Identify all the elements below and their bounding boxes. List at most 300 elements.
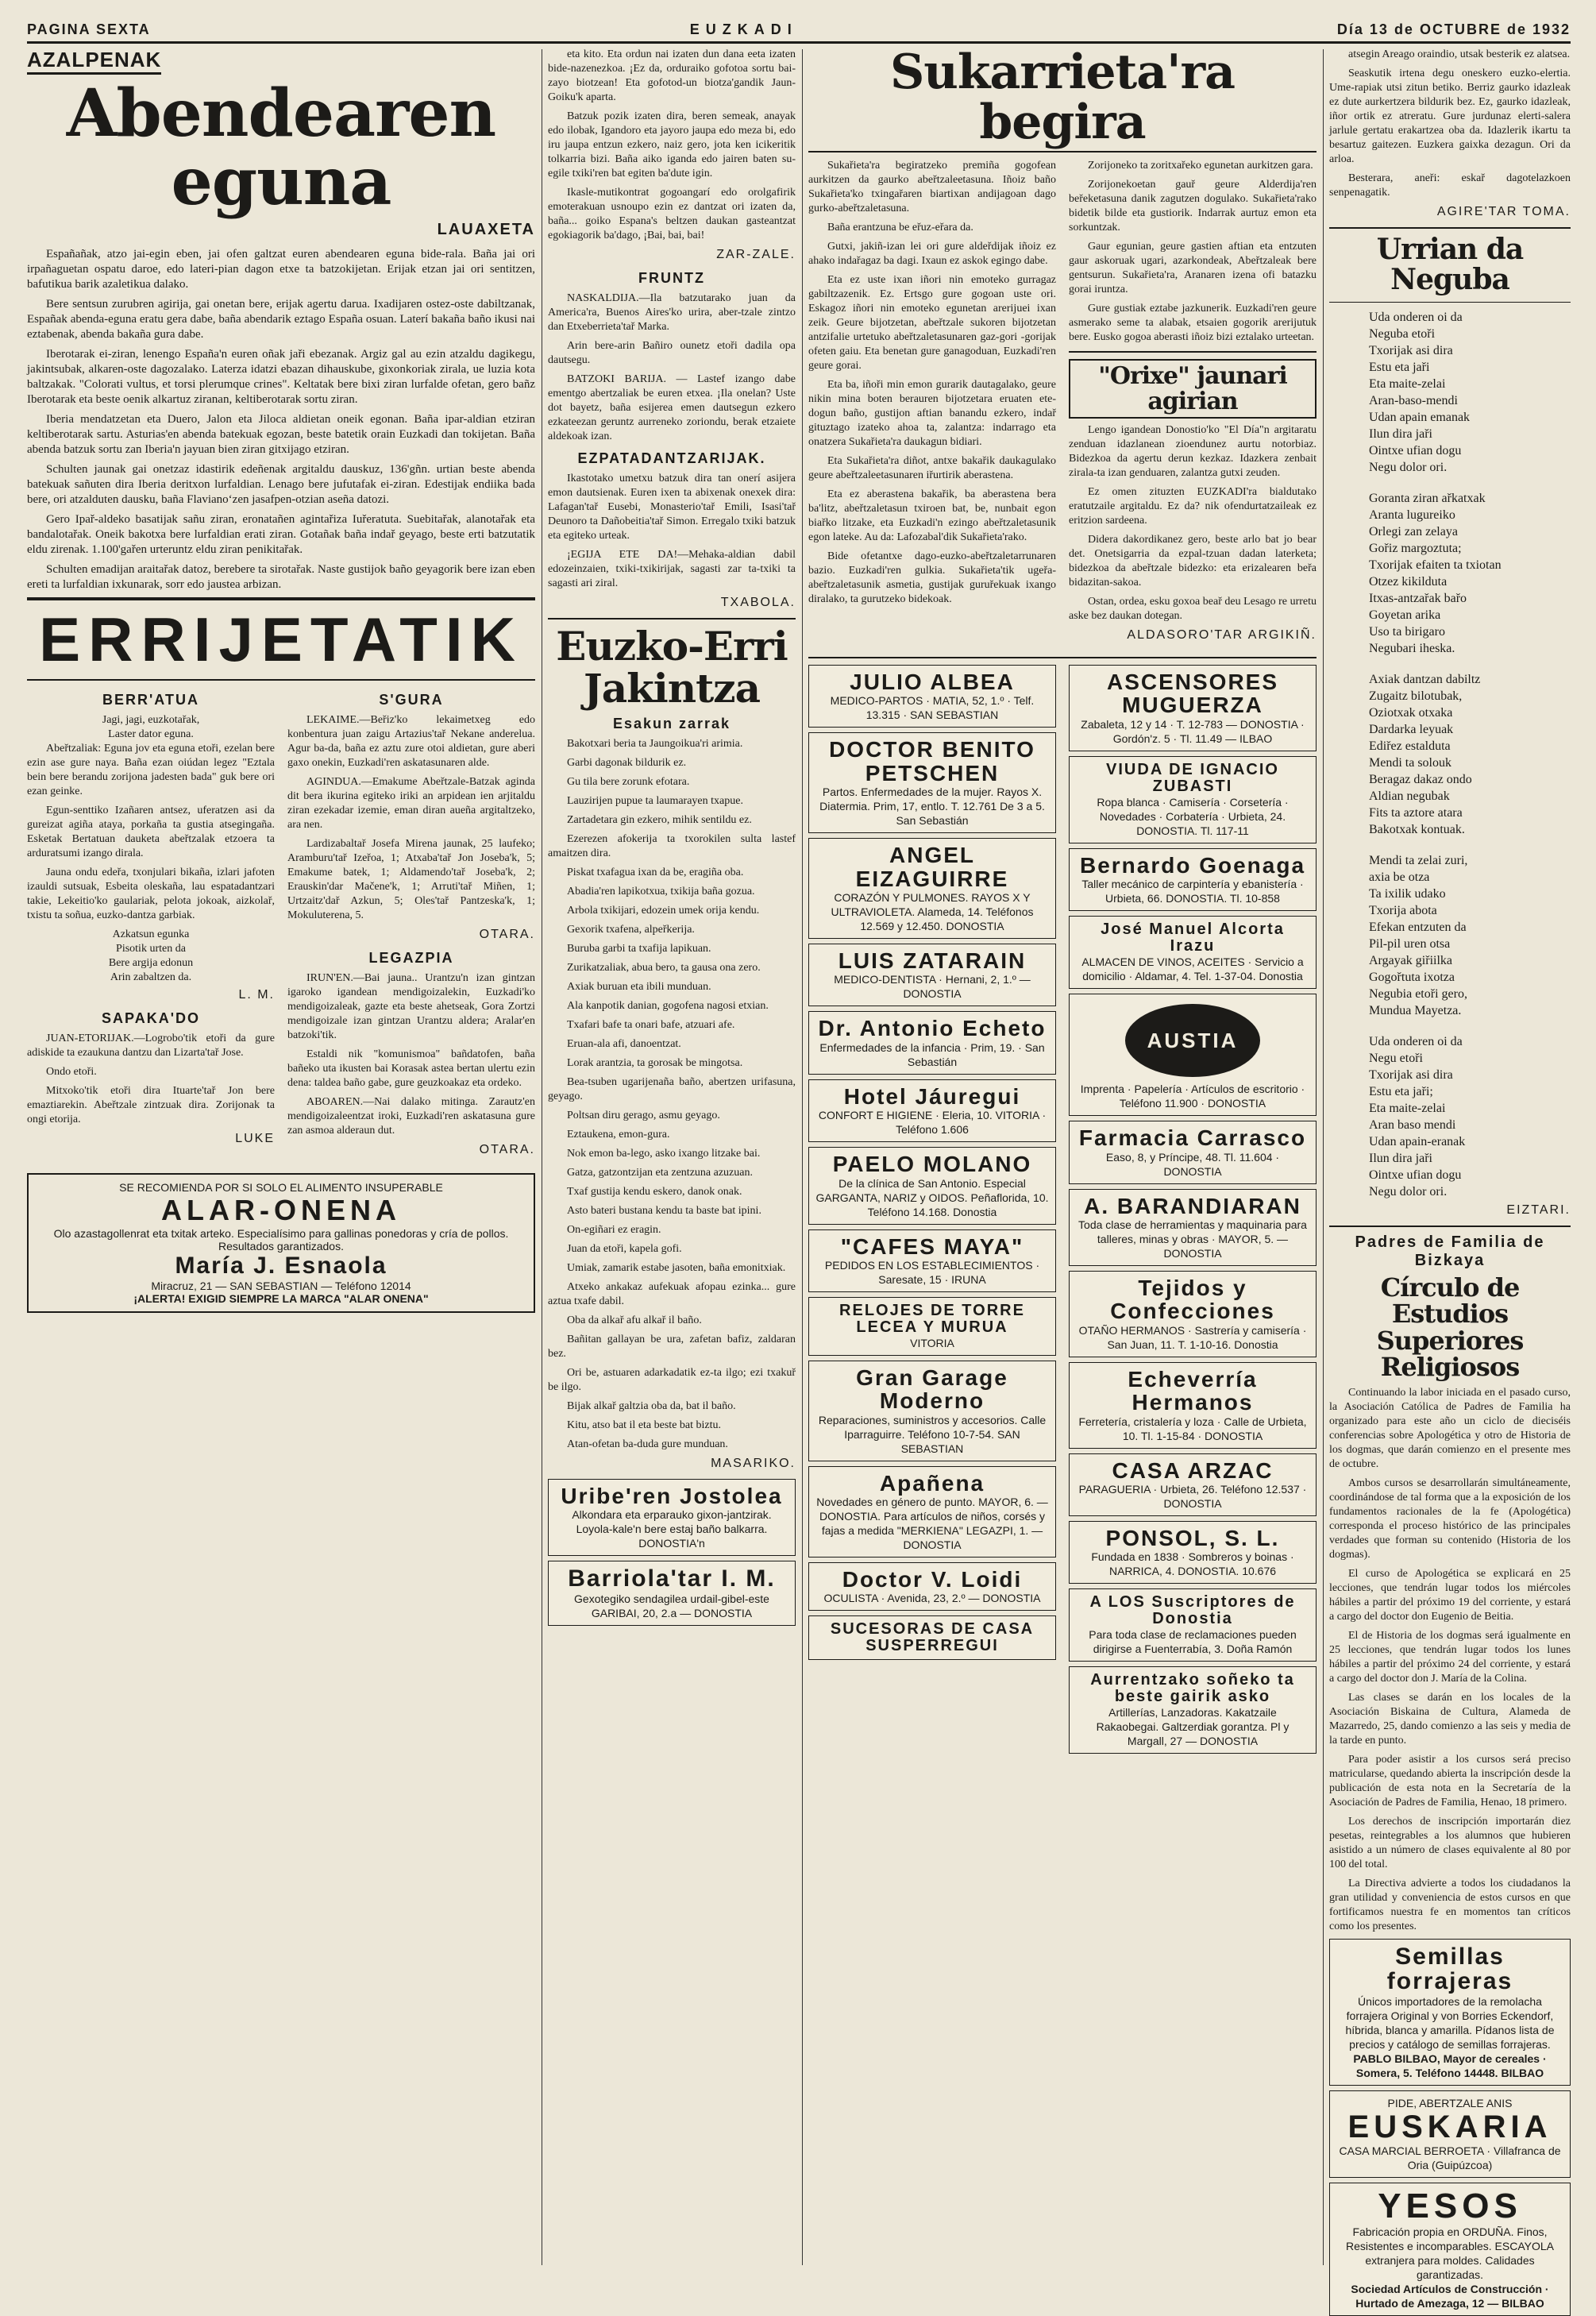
saying: Oba da alkař afu alkař il baño. — [567, 1314, 702, 1326]
ad-name: Apañena — [879, 1470, 985, 1496]
verse-line: Dardarka leyuak — [1369, 722, 1454, 736]
verse-line: Goranta ziran ařkatxak — [1369, 491, 1486, 505]
euskaria-ad — [1329, 2090, 1571, 2178]
verse-line: Negu dolor ori. — [1369, 1184, 1448, 1199]
column-1 — [27, 48, 535, 2272]
signature: LUKE — [235, 1132, 275, 1146]
paragraph: Iberotarak ei-ziran, lenengo España'n euren oñak jaři ebezanak. Argiz gal au ezin atzaldu dagikegu, jakintsubak, alkaren-oste dagozalako. Laterza idatzi ebazan dihauskube, gixonkoriak zirala, ue luzia kota baltzakak. "Colorati vultus, et torsi plerumque crines". Keltatak bere bixi ziran lurfalde ofetan, gero bañz Iberotarak eta beste oenik alkartuz ziranan, keltiberotarak sortu ziran. — [27, 348, 535, 407]
paragraph: Ambos cursos se desarrollarán simultáneamente, coordinándose de tal forma que a la exposición de los fundamentos racionales de la fe (Apologética) corresponda el proceso histórico de las principales verdades que forman su contenido (Historia de los dogmas). — [1329, 1476, 1571, 1561]
paragraph: Mitxoko'tik etoři dira Ituarte'tař Jon bere emaztiarekin. Abeřtzale zintzuak dira. Zorijonak ta ongi etorija. — [27, 1085, 275, 1126]
ad-name: DOCTOR BENITO PETSCHEN — [829, 737, 1035, 786]
paragraph: Ikasle-mutikontrat gogoangarí edo orolgafirik emoterakuan usnoupo ezin ez dantzat ori izaten da, baña... goiko Espana's beltzen daukan gasteantzat egokiagorik ba'dago, ¡Bai, bai, bai! — [548, 187, 796, 241]
divider — [1069, 351, 1317, 353]
verse-line: Itxas-antzařak bařo — [1369, 591, 1467, 605]
paragraph: LEKAIME.—Beřiz'ko lekaimetxeg edo konbentura juan zaigu Artazius'tař Nekane anderelua. Agur ba-da, baña ez aztu zure otoi aldietan, gure aberi gaxo onekin, Euzkadi'ren askatasunaren alde. — [287, 714, 535, 770]
running-head — [27, 17, 1571, 44]
saying: Eztaukena, emon-gura. — [567, 1129, 670, 1141]
ad-name: A LOS Suscriptores de Donostia — [1089, 1593, 1296, 1628]
signature: L. M. — [238, 988, 275, 1002]
verse-line: Ediřez estalduta — [1369, 739, 1451, 753]
verse-line: Udan apain emanak — [1369, 410, 1471, 424]
ad-name: José Manuel Alcorta Irazu — [1101, 921, 1285, 955]
paragraph: AGINDUA.—Emakume Abeřtzale-Batzak aginda dit bera ikurina egiteko iriki an arpidean ien arjitaldu ziran ezekadar izemie, eman diran aueña argitaltzeko, ara nen. — [287, 776, 535, 832]
ad-name: EUSKARIA — [1347, 2109, 1552, 2144]
verse-line: Arin zabaltzen da. — [110, 971, 192, 984]
paragraph: La Directiva advierte a todos los ciudadanos la gran utilidad y conveniencia de estos cursos en que fortificamos nuestra fe en momentos tan críticos como los presentes. — [1329, 1877, 1571, 1932]
town-heading: S'GURA — [379, 692, 444, 708]
article-title: Sukarrieta'ra begira — [808, 48, 1317, 152]
verse-line: Uso ta birigaro — [1369, 624, 1445, 639]
saying: Juan da etoři, kapela gofi. — [567, 1243, 682, 1255]
paragraph: Eta ez uste ixan iñori nin emoteko gurragaz gabiltzazenik. Ez. Ertsgo gure gogoan uste ori. Eskagoz iñori nin emoteko egunetan arerijuei ixan zeik. Geure bijotzetan, abeřtzale sukoren bijotzetan antzifalie urtetuko abeřtzaletasunaren gaz-gori -gorijak ofeten gaiu. Eta benetan gure ganagoduan, Euzkadi'ren geure gorai. — [808, 274, 1056, 372]
signature: OTARA. — [479, 1143, 535, 1157]
classified-ad — [808, 1079, 1056, 1142]
errijetatik-left — [27, 685, 275, 1165]
yesos-ad — [1329, 2183, 1571, 2316]
ad-brand: ALAR-ONENA — [161, 1194, 401, 1227]
classified-ad — [1069, 1453, 1317, 1516]
ad-name: CASA ARZAC — [1112, 1457, 1274, 1483]
saying: Kitu, atso bat il eta beste bat biztu. — [567, 1419, 722, 1431]
verse-line: Pisotik urten da — [116, 943, 186, 955]
saying: Txaf gustija kendu eskero, danok onak. — [567, 1186, 742, 1198]
article-body — [1329, 1386, 1571, 1934]
saying: Zurikatzaliak, abua bero, ta gausa ona zero. — [567, 962, 761, 974]
ad-name: Tejidos y Confecciones — [1110, 1275, 1275, 1324]
ads-right — [1069, 665, 1317, 1758]
verse-line: Txorijak efaiten ta txiotan — [1369, 558, 1502, 572]
ad-name: Aurrentzako soñeko ta beste gairik asko — [1090, 1671, 1295, 1706]
verse-line: Uda onderen oi da — [1369, 1034, 1463, 1048]
paragraph: Gero Ipař-aldeko basatijak sañu ziran, eronatañen agintařiza Iuřeratuta. Suebitařak, alanotařak eta bandalotařak. Oneik bakotxa bere lurfaldian erati ziran. Gotañak baña indař geyago, beste erti batzutatik eldu zirenak. 1.100'gařen urteruntz eldu ziran penikitařak. — [27, 513, 535, 557]
verse-line: Gořiz margoztuta; — [1369, 541, 1462, 555]
paragraph: Gaur egunian, geure gastien aftian eta entzuten gaur askoruak ugari, azarkondeak, Abeřtzaleak bere gentsurun. Sukařieta'ra, Aranaren izena ofi batazku gorai iruntza. — [1069, 241, 1317, 295]
ad-name: Farmacia Carrasco — [1078, 1125, 1307, 1151]
paragraph: Besterara, aneři: eskař dagotelazkoen senpenagatik. — [1329, 172, 1571, 199]
paragraph: Eta ba, iñoři min emon gurarik dautagalako, geure nikin mina boten berauren bijotzetara eruaten ete-dogun baño, gustijon aftian banandu ezkero, indař gituztago izateko ahoa ta, zalantza: indarrago eta onatzera Sukařieta'ra daukagun bidiari. — [808, 379, 1056, 448]
ad-detail: Partos. Enfermedades de la mujer. Rayos X. Diatermia. Prim, 17, entlo. T. 12.761 De 3 a 5. San Sebastián — [819, 786, 1045, 828]
paragraph: Schulten jaunak gai onetzaz idastirik edeñenak argitaldu dauskuz, 136'gñn. urtian beste abenda batekuak sañuten dira Iberia deritxon lurfaldian. Lenago bere jufutafak ei-ziran. Edestijak endiika bada bere, ori atzalduten dausku, baña Flavianoʻzen jasafpen-otzian aseña datozi. — [27, 463, 535, 507]
ad-name: YESOS — [1378, 2186, 1522, 2225]
poem-stanza — [1329, 671, 1571, 838]
paragraph: El curso de Apologética se explicará en 25 lecciones, que tendrán lugar todos los miércoles hábiles a partir del próximo 19 del corriente, y estará a cargo del doctor don Eugenio de Beitia. — [1329, 1567, 1571, 1623]
verse-line: Aran-baso-mendi — [1369, 393, 1458, 407]
ad-detail: Gexotegiko sendagilea urdail-gibel-este GARIBAI, 20, 2.a — DONOSTIA — [574, 1592, 769, 1619]
paragraph: Gure gustiak eztabe jazkunerik. Euzkadi'ren geure asmerako seme ta alabak, etsaien gogorik arerijutuk bere. Eusko gogoa aberasti iñoiz bizi eztalako urteetan. — [1069, 303, 1317, 343]
paragraph: Ostan, ordea, esku goxoa beař deu Lesago re urretu aske bez daukan dotegan. — [1069, 596, 1317, 622]
poem-stanza — [1329, 490, 1571, 657]
signature: EIZTARI. — [1506, 1202, 1571, 1217]
ad-detail: Ferretería, cristalería y loza · Calle de Urbieta, 10. Tl. 1-15-84 · DONOSTIA — [1078, 1415, 1307, 1442]
signature: ALDASORO'TAR ARGIKIÑ. — [1127, 628, 1317, 642]
ad-name: Uribe'ren Jostolea — [561, 1484, 783, 1508]
divider — [808, 657, 1317, 658]
saying: Arbola txikijari, edozein umek orija kendu. — [567, 905, 760, 917]
verse-line: Aran baso mendi — [1369, 1117, 1456, 1132]
verse-line: Aranta lugureiko — [1369, 508, 1455, 522]
verse-line: Txorijak asi dira — [1369, 343, 1453, 357]
verse-line: Aldian negubak — [1369, 789, 1450, 803]
saying: Poltsan diru gerago, asmu geyago. — [567, 1110, 720, 1121]
ad-maker: María J. Esnaola — [175, 1253, 387, 1280]
ad-detail: Para toda clase de reclamaciones pueden dirigirse a Fuenterrabía, 3. Doña Ramón — [1089, 1628, 1297, 1656]
verse-line: Laster dator eguna. — [108, 728, 194, 741]
ad-detail: CORAZÓN Y PULMONES. RAYOS X Y ULTRAVIOLETA. Alameda, 14. Teléfonos 12.569 y 12.450. DONOSTIA — [831, 890, 1034, 932]
classified-ad — [1069, 1362, 1317, 1449]
ad-detail: Sociedad Artículos de Construcción · Hurtado de Amezaga, 12 — BILBAO — [1351, 2283, 1549, 2310]
verse-line: Jagi, jagi, euzkotařak, — [102, 714, 200, 727]
town-heading: BERR'ATUA — [102, 692, 199, 708]
classified-ad — [808, 1562, 1056, 1611]
classified-ad — [808, 1615, 1056, 1660]
signature: ZAR-ZALE. — [716, 248, 796, 261]
article-body — [808, 159, 1056, 650]
town-body — [548, 291, 796, 444]
signature: OTARA. — [479, 928, 535, 942]
divider — [548, 618, 796, 620]
saying: On-egiñari ez eragin. — [567, 1224, 661, 1236]
classified-ad — [808, 1011, 1056, 1074]
paragraph: NASKALDIJA.—Ila batzutarako juan da America'ra, Buenos Aires'ko urira, aber-tzale zintzo dan Etxeberrieta'tař Marka. — [548, 292, 796, 333]
divider — [1329, 302, 1571, 303]
verse-line: Ta ixilik udako — [1369, 886, 1446, 901]
box-body — [1069, 423, 1317, 623]
ad-line: Olo azastagollenrat eta txitak arteko. Especialísimo para gallinas ponedoras y cría de pollos. Resultados garantizados. — [53, 1227, 509, 1253]
paragraph: Continuando la labor iniciada en el pasado curso, la Asociación Católica de Padres de Familia ha organizado para este año un ciclo de dieciséis conferencias sobre Apologética y otro de Historia de los dogmas, que darán comienzo en el presente mes de octubre. — [1329, 1386, 1571, 1470]
ad-detail: VITORIA — [910, 1336, 954, 1349]
saying: Lauzirijen pupue ta laumarayen txapue. — [567, 795, 743, 807]
ad-detail: Fabricación propia en ORDUÑA. Finos, Resistentes e incomparables. ESCAYOLA extranjera para moldes. Calidades garantizadas. — [1346, 2225, 1554, 2282]
town-heading: FRUNTZ — [638, 270, 705, 286]
paragraph: atsegin Areago oraindio, utsak besterik ez alatsea. — [1348, 48, 1571, 60]
divider — [1329, 1226, 1571, 1227]
verse-line: Neguba etoři — [1369, 326, 1436, 341]
paragraph: Arin bere-arin Bañiro ounetz etoři dadila opa dautsegu. — [548, 340, 796, 366]
paragraph: ¡EGIJA ETE DA!—Mehaka-aldian dabil edozeinzaien, txiki-txikirijak, sagasti zar ta-txiki ta sagasti ari ziral. — [548, 549, 796, 589]
ad-detail: MEDICO-DENTISTA · Hernani, 2, 1.º — DONOSTIA — [834, 973, 1031, 1001]
ad-name: RELOJES DE TORRE LECEA Y MURUA — [839, 1301, 1025, 1336]
paragraph: IRUN'EN.—Bai jauna.. Urantzu'n izan gintzan igaroko igandean mendigoizalekin, Euzkadi'ko mendigoizaleak, gazte eta beste ahetseak, Gora Zortzi mendigoizale izan gintzan Urantzu aldera; Aralar'en batzoki'tik. — [287, 972, 535, 1042]
paragraph: JUAN-ETORIJAK.—Logrobo'tik etoři da gure adiskide ta ezaukuna dantzu dan Lizarta'tař Jose. — [27, 1033, 275, 1060]
section-kicker: AZALPENAK — [27, 48, 161, 75]
article-title: Círculo de Estudios Superiores Religiosos — [1376, 1272, 1524, 1383]
classified-ad — [1069, 1666, 1317, 1754]
errijetatik-right — [287, 685, 535, 1165]
paragraph: Baña erantzuna be eřuz-eřara da. — [827, 222, 973, 234]
paragraph: Gutxi, jakiñ-izan lei ori gure aldeřdijak iñoiz ez ahako indařagaz ba dagi. Ixaun ez askok egingo dabe. — [808, 241, 1056, 267]
ad-name: LUIS ZATARAIN — [838, 948, 1027, 973]
classified-ad — [808, 665, 1056, 728]
ad-name: Doctor V. Loidi — [842, 1567, 1023, 1592]
classified-ad — [808, 944, 1056, 1006]
ad-name: PONSOL, S. L. — [1105, 1525, 1280, 1550]
verse-line: Beragaz dakaz ondo — [1369, 772, 1472, 786]
ad-name: "CAFES MAYA" — [840, 1233, 1024, 1259]
issue-date: Día 13 de OCTUBRE de 1932 — [1336, 21, 1571, 37]
paragraph: Abeřtzaliak: Eguna jov eta eguna etoři, ezelan bere ezin ase gure naya. Baña ezan oiúdan legez "Eztala bein bere berandu zorijona jadesten bada" guk bere ori ezan geinke. — [27, 743, 275, 798]
ad-detail: PABLO BILBAO, Mayor de cereales · Somera, 5. Teléfono 14448. BILBAO — [1353, 2052, 1547, 2079]
saying: Gu tila bere zorunk efotara. — [567, 776, 690, 788]
ad-detail: OCULISTA · Avenida, 23, 2.º — DONOSTIA — [823, 1592, 1041, 1605]
classified-ad — [1069, 848, 1317, 911]
ad-name: PAELO MOLANO — [832, 1152, 1032, 1177]
ad-name: ASCENSORES MUGUERZA — [1106, 670, 1279, 718]
paragraph: Egun-senttiko Izañaren antsez, uferatzen asi da gureizat agiña ataya, porkaña ta gustia atsegingaña. Esketak Bertatuan dauketa abeřtzalak etzoera ta arduratsumi izango dirala. — [27, 805, 275, 860]
town-body — [548, 472, 796, 591]
divider — [1329, 227, 1571, 229]
verse-line: Fits ta aztore atara — [1369, 805, 1463, 820]
verse-line: Negu etoři — [1369, 1051, 1423, 1065]
paragraph: Españañak, atzo jai-egin eben, jai ofen galtzat euren abendearen eguna bide-rala. Baña jai ori irpañaguetan ospatu daroe, edo lateri-pian dagon etxe ta batzokijetan. Erijak etzan jai ori sentitzen, bafutikua barik azaletikua dalako. — [27, 248, 535, 291]
classified-ad — [808, 1466, 1056, 1558]
classified-ad — [808, 732, 1056, 833]
saying: Zartadetara gin ezkero, mihik sentildu ez. — [567, 814, 752, 826]
verse-line: Argayak giřiilka — [1369, 953, 1453, 967]
masthead-small: EUZKADI — [689, 21, 798, 37]
signature: MASARIKO. — [711, 1457, 796, 1470]
column-rule — [802, 49, 803, 2265]
poem-title: Urrian da Neguba — [1376, 233, 1524, 296]
ad-warning: ¡ALERTA! EXIGID SIEMPRE LA MARCA "ALAR ONENA" — [133, 1292, 429, 1306]
paragraph: Iberia mendatzetan eta Duero, Jalon eta Jiloca aldietan oneik egonan. Baña ipar-aldian etziran keltiberotarak sartu. Asturias'en abenda batekuak egozan, beste batetik orain Euzkadi dan tokijetan. Baña abenda batzuk sortu zan Iberia'n jayuan bien ziran gitxijago etziran. — [27, 413, 535, 457]
verse-line: Mundua Mayetza. — [1369, 1003, 1462, 1017]
town-heading: EZPATADANTZARIJAK. — [577, 450, 766, 466]
ad-detail: Artillerías, Lanzadoras. Kakatzaile Rakaobegai. Galtzerdiak gorantza. Pl y Margall, 27 — DONOSTIA — [1096, 1706, 1290, 1748]
column-rule — [1323, 49, 1324, 2265]
sukarrieta-right — [1069, 159, 1317, 650]
ad-detail: Novedades en género de punto. MAYOR, 6. — DONOSTIA. Para artículos de niños, corsés y fajas a medida "MERKIENA" LEGAZPI, 1. — DONOSTIA — [816, 1496, 1048, 1552]
ad-note: SE RECOMIENDA POR SI SOLO EL ALIMENTO INSUPERABLE — [119, 1181, 443, 1195]
paragraph: ABOAREN.—Nai dalako mitinga. Zarautz'en mendigoizaleentzat iroki, Euzkadi'ren askatasuna gure zan asmoa alderaun dut. — [287, 1096, 535, 1137]
classified-ad — [1069, 1588, 1317, 1662]
ad-detail: CONFORT E HIGIENE · Eleria, 10. VITORIA · Teléfono 1.606 — [818, 1109, 1047, 1137]
section-heading: Padres de Familia de Bizkaya — [1355, 1233, 1545, 1269]
classified-ad — [1069, 1521, 1317, 1584]
classified-ad — [808, 1297, 1056, 1356]
verse — [27, 713, 275, 742]
paragraph: Las clases se darán en los locales de la Asociación Biskaina de Cultura, Alameda de Mazarredo, 25, dando comienzo a las seis y media de la tarde en punto. — [1329, 1691, 1571, 1747]
verse-line: Mendi ta solouk — [1369, 755, 1451, 770]
ad-detail: Reparaciones, suministros y accesorios. Calle Iparraguirre. Teléfono 10-7-54. SAN SEBASTIAN — [818, 1413, 1047, 1455]
ad-detail: Únicos importadores de la remolacha forrajera Original y von Borries Eckendorf, híbrida, blanca y amarilla. Pídanos lista de precios y catálogo de semillas forrajeras. — [1345, 1994, 1555, 2051]
semillas-ad — [1329, 1939, 1571, 2086]
classified-ad — [1069, 1189, 1317, 1266]
classified-ad — [808, 1229, 1056, 1292]
article-title: Abendearen eguna — [66, 75, 496, 221]
article-body — [1069, 159, 1317, 345]
classified-ad — [1069, 756, 1317, 843]
verse-line: Zugaitz bilotubak, — [1369, 689, 1463, 703]
paragraph: Zorijoneko ta zoritxařeko egunetan aurkitzen gara. — [1088, 160, 1313, 172]
article-body — [1329, 48, 1571, 200]
verse-line: Bere argija edonun — [108, 957, 194, 970]
verse-line: Goyetan arika — [1369, 608, 1441, 622]
saying: Gexorik txafena, alpeřkerija. — [567, 924, 695, 936]
saying: Abadia'ren lapikotxua, txikija baña gozua. — [567, 886, 755, 897]
verse-line: Eta maite-zelai — [1369, 1101, 1446, 1115]
saying: Lorak arantzia, ta gorosak be mingotsa. — [567, 1057, 743, 1069]
euzko-erri-title: Euzko-Erri — [556, 623, 788, 670]
saying: Txafari bafe ta onari bafe, atzuari afe. — [567, 1019, 735, 1031]
classified-ad — [1069, 665, 1317, 751]
ad-detail: CASA MARCIAL BERROETA · Villafranca de Oria (Guipúzcoa) — [1339, 2144, 1561, 2171]
classified-ad — [808, 838, 1056, 939]
paragraph: Lardizabaltař Josefa Mirena jaunak, 25 laufeko; Aramburu'tař Izeřoa, 1; Atxaba'tař Jon Joseba'k, 5; Emakume batek, 1; Aldamendo'tař Joseba'k, 2; Erauskin'dar Mačene'k, 1; Arruti'tař Miñen, 1; Urtzaitz'dař Azkun, 5; Oles'tař Pantzeska'k, 1; Mokuluterena, 5. — [287, 838, 535, 922]
ad-name: Barriola'tar I. M. — [568, 1565, 776, 1592]
signature: TXABOLA. — [720, 596, 796, 609]
paragraph: BATZOKI BARIJA. — Lastef izango dabe ementgo abertzaliak be euren etxea. ¡Ila onelan? Uste dot bayetz, baña esijerea emen dautsegun ezkero ezkateezan geruntz aurreneko zoriondu, berak etzaiete aldekoak izan. — [548, 373, 796, 442]
paragraph: eta kito. Eta ordun nai izaten dun dana eeta izaten bide-nazenezkoa. ¡Ez da, orduraiko gofotoa sortu bai-zayo biotzean! Eta gofotod-un biotza'gandik Jaun-Goiku'k aparta. — [548, 48, 796, 103]
ad-name: Gran Garage Moderno — [856, 1365, 1008, 1414]
verse-line: Azkatsun egunka — [112, 928, 190, 941]
ad-name: ANGEL EIZAGUIRRE — [855, 843, 1009, 891]
saying: Gatza, gatzontzijan eta zentzuna azuzuan. — [567, 1167, 753, 1179]
saying: Axiak buruan eta ibili munduan. — [567, 981, 711, 993]
poem-stanza — [1329, 1033, 1571, 1200]
verse-line: Negubia etoři gero, — [1369, 986, 1467, 1001]
ad-name: VIUDA DE IGNACIO ZUBASTI — [1106, 760, 1279, 795]
ad-detail: Alkondara eta erparauko gixon-jantzirak. Loyola-kale'n bere estaj baño balkarra. DONOSTIA'n — [572, 1508, 772, 1550]
verse-line: Txorijak asi dira — [1369, 1067, 1453, 1082]
classified-ad — [808, 1147, 1056, 1224]
town-heading: SAPAKA'DO — [102, 1010, 200, 1027]
verse-line: Estu eta jaři; — [1369, 1084, 1433, 1098]
paragraph: Seaskutik irtena degu oneskero euzko-elertia. Ume-rapiak utsi zitun betiko. Berriz gaurko idazleak ez dute aurkertzera bildurik bez. Ez, gaurko idazleak, iñor ortik ez atreratu. Gure jurdunaz elerti-salera jarlule gertatu erakartzea oba da. Idazlerik ikartu ta besartuz gaitezen. Euzkera gaixka dezagun. Ori da arloa. — [1329, 68, 1571, 165]
paragraph: Jauna ondu edeřa, txonjulari bikaña, izlari jafoten izauldi sutsuak, Esbeita oleskaña, lau espatadantzari takie, Lekeitio'ko gaulariak, pelota jokoak, aizkolař, txistu ta soñua, euzko-dantza garbiak. — [27, 867, 275, 922]
saying: Garbi dagonak bildurik ez. — [567, 757, 687, 769]
ad-detail: Imprenta · Papelería · Artículos de escritorio · Teléfono 11.900 · DONOSTIA — [1080, 1083, 1305, 1110]
verse-line: axia be otza — [1369, 870, 1430, 884]
paragraph: Sukařieta'ra begiratzeko premiña gogofean aurkitzen da gaurko abeřtzaleetasuna. Iñoiz baño Sukařieta'ko txingařaren biartixan andijagoan dago gurko-abeřtzaletasuna. — [808, 160, 1056, 214]
article-body — [27, 247, 535, 593]
verse-line: Ilun dira jaři — [1369, 1151, 1432, 1165]
box-title: "Orixe" jaunari agirian — [1069, 359, 1317, 419]
ad-name: Echeverría Hermanos — [1128, 1366, 1258, 1415]
verse-line: Negu dolor ori. — [1369, 460, 1448, 474]
verse-line: Bakotxak kontuak. — [1369, 822, 1465, 836]
town-body — [27, 742, 275, 923]
verse-line: Otzez kikilduta — [1369, 574, 1448, 589]
ad-detail: Fundada en 1838 · Sombreros y boinas · NARRICA, 4. DONOSTIA. 10.676 — [1091, 1550, 1294, 1578]
paragraph: Ez omen zituzten EUZKADI'ra bialdutako eratutzaile argitaldu. Ez da? nik ofendurtatzaileak ez eritzion sardeena. — [1069, 486, 1317, 527]
alar-onena-ad — [27, 1173, 535, 1313]
ad-detail: PEDIDOS EN LOS ESTABLECIMIENTOS · Saresate, 15 · IRUNA — [824, 1258, 1040, 1286]
paragraph: Lengo igandean Donostio'ko "El Día"n argitaratu zenduan idazlanean zioendunez aurtu notorbiaz. Bidezkoa da agertu derun kezkaz. Idazkera zenbait zirala-ta izan genduaren, zalantza gutxi zeuden. — [1069, 424, 1317, 479]
sukarrieta-columns — [808, 159, 1317, 650]
verse-line: Axiak dantzan dabiltz — [1369, 672, 1481, 686]
saying: Bakotxari beria ta Jaungoikua'ri arimia. — [567, 738, 743, 750]
ad-detail: Toda clase de herramientas y maquinaria para talleres, minas y obras · MAYOR, 5. — DONOSTIA — [1078, 1218, 1307, 1260]
classified-ad — [808, 1361, 1056, 1461]
barriola-ad — [548, 1561, 796, 1626]
ad-address: Miracruz, 21 — SAN SEBASTIAN — Teléfono 12014 — [151, 1280, 411, 1293]
saying: Ezerezen afokerija ta txorokilen sulta lastef amaitzen dira. — [548, 833, 796, 859]
verse-line: Ointxe ufian dogu — [1369, 1168, 1462, 1182]
verse-line: Orlegi zan zelaya — [1369, 524, 1458, 538]
verse-line: Uda onderen oi da — [1369, 310, 1463, 324]
saying: Bijak alkař galtzia oba da, bat il baño. — [567, 1400, 736, 1412]
paragraph: Eta Sukařieta'ra diñot, antxe bakařik daukagulako geure abeřtzaleetasunaren iřurtirik aberastena. — [808, 455, 1056, 481]
ad-logo-badge: AUSTIA — [1125, 1004, 1260, 1077]
paragraph: Zorijonekoetan gauř geure Alderdija'ren beřeketasuna danik zagutzen dogulako. Sukařieta'rako bidetik bilde eta gustiorik. Indarrak aurtuz emon eta sorkuntzak. — [1069, 179, 1317, 234]
errijetatik-columns — [27, 685, 535, 1165]
paragraph: El de Historia de los dogmas será igualmente en 25 lecciones, que tendrán lugar todos los lunes hábiles a partir del próximo 24 del corriente, y estará a cargo del doctor don J. María de la Colina. — [1329, 1629, 1571, 1685]
paragraph: Ikastotako umetxu batzuk dira tan onerí asijera emon dautsienak. Euren ixen ta abixenak onexek dira: Lafagan'tař Eusebi, Monasterio'tař Emili, Isasi'tař Deunoro ta Dañobeitia'tař Simon. Erregalo txiki batzuk eta egiteko urteak. — [548, 473, 796, 542]
verse-line: Negubari iheska. — [1369, 641, 1455, 655]
poem-stanza — [1329, 852, 1571, 1019]
ad-name: Dr. Antonio Echeto — [818, 1016, 1047, 1041]
classified-ad — [1069, 1271, 1317, 1357]
verse-line: Pil-pil uren otsa — [1369, 936, 1451, 951]
saying: Asto bateri bustana kendu ta baste bat ipini. — [567, 1205, 761, 1217]
ad-detail: Easo, 8, y Príncipe, 48. Tl. 11.604 · DONOSTIA — [1105, 1150, 1280, 1178]
saying: Piskat txafagua ixan da be, eragiña oba. — [567, 867, 744, 878]
verse-line: Efekan entzuten da — [1369, 920, 1467, 934]
saying: Nok emon ba-lego, asko ixango litzake bai. — [567, 1148, 761, 1160]
paragraph: Eta ez aberastena bakařik, ba aberastena bera ba'litz, abeřtzaletasun txiroen bat, be, nunbait egon biařko litzake, eta Euzkadi'n ezingo abeřtzaletasunik egon lateke. Au da: Lafozabal'dik Sukařieta'rako. — [808, 488, 1056, 543]
paragraph: Los derechos de inscripción importarán diez pesetas, reintegrables a los alumnos que hubieren asistido a un número de clases equivalente al 80 por 100 del total. — [1329, 1815, 1571, 1870]
ad-detail: De la clínica de San Antonio. Especial GARGANTA, NARIZ y OIDOS. Peñaflorida, 10. Teléfono 14.168. Donostia — [815, 1176, 1049, 1218]
paragraph: Bere sentsun zurubren agirija, gai onetan bere, erijak agertu darua. Ixadijaren ostez-oste dabiltzanak, Españak abenda-eguna eratu gera dabe, baña abendarik eztago España osuan. Laterí bakaña baño ikusi nai eztabenak, abenda bakaña gura dabe. — [27, 298, 535, 342]
ad-name: JULIO ALBEA — [850, 670, 1015, 694]
page-label: PAGINA SEXTA — [27, 21, 151, 37]
ad-detail: ALMACEN DE VINOS, ACEITES · Servicio a domicilio · Aldamar, 4. Tel. 1-37-04. Donostia — [1081, 955, 1304, 983]
ad-detail: MEDICO-PARTOS · MATIA, 52, 1.º · Telf. 13.315 · SAN SEBASTIAN — [830, 694, 1035, 722]
saying: Bañitan gallayan be ura, zafetan bafiz, zaldaran bez. — [548, 1334, 796, 1360]
ad-detail: PARAGUERIA · Urbieta, 26. Teléfono 12.537 · DONOSTIA — [1078, 1482, 1307, 1510]
ads-grid — [808, 665, 1317, 1758]
errijetatik-heading: ERRIJETATIK — [27, 597, 535, 681]
saying: Ori be, astuaren adarkadatik ez-ta ilgo; ezi txakuř be ilgo. — [548, 1367, 796, 1393]
sayings-list — [548, 737, 796, 1452]
article-body — [548, 48, 796, 243]
verse-line: Oziotxak otxaka — [1369, 705, 1453, 720]
ad-detail: PIDE, ABERTZALE ANIS — [1387, 2096, 1513, 2109]
ad-name: A. BARANDIARAN — [1084, 1193, 1301, 1218]
paragraph: Para poder asistir a los cursos será preciso matricularse, quedando abierta la inscripción desde la publicación de esta nota en la Secretaría de la Asociación de Padres de Familia, Henao, 18 primero. — [1329, 1753, 1571, 1808]
article-byline: LAUAXETA — [437, 221, 535, 239]
paragraph: Didera dakordikanez gero, beste arlo bat jo bear det. Onetsigarria da ezpal-tzuan dadan laterketa; bidezkoa da abeřtzale bidezko: eta erizalearen beřa bidazitan-sakoa. — [1069, 534, 1317, 589]
sayings-heading: Esakun zarrak — [612, 716, 731, 731]
uribe-ad — [548, 1479, 796, 1556]
ad-name: Hotel Jáuregui — [843, 1083, 1021, 1109]
paragraph: Schulten emadijan araitařak datoz, berebere ta sirotařak. Naste gustijok baño geyagorik bere izan eben ereti ta lurfaldian ixkunarak, sorr edo jaustea arbizan. — [27, 563, 535, 592]
town-body — [287, 971, 535, 1138]
town-body — [287, 713, 535, 923]
saying: Atan-ofetan ba-duda gure munduan. — [567, 1438, 728, 1450]
verse — [27, 928, 275, 985]
paragraph: Ondo etoři. — [46, 1066, 97, 1079]
ad-detail: Taller mecánico de carpintería y ebanistería · Urbieta, 66. DONOSTIA. Tl. 10-858 — [1081, 878, 1304, 905]
classified-ad — [1069, 1121, 1317, 1183]
saying: Umiak, zamarik estabe jasoten, baña emonitxiak. — [567, 1262, 786, 1274]
paragraph: Estaldi nik "komunismoa" bañdatofen, baña bañeko uta ikusten bai Korasak astea bertan ulertu ezin dena: taldea baño gabe, gure geuzkoakaz eta ordeko. — [287, 1048, 535, 1090]
verse-line: Ointxe ufian dogu — [1369, 443, 1462, 457]
paragraph: Bide ofetantxe dago-euzko-abeřtzaletarrunaren bazio. Euzkadi'ren gulkia. Sukařieta'tik ugeřa-abeřtzaletasunik asmetia, gustijak guruřekuak ixango diralako, ta gurutzeko bidekoak. — [808, 550, 1056, 605]
poem-stanza — [1329, 309, 1571, 476]
jakintza-title: Jakintza — [584, 664, 760, 712]
saying: Bea-tsuben ugarijenaña baño, abertzen urifasuna, geyago. — [548, 1076, 796, 1102]
verse-line: Estu eta jaři — [1369, 360, 1430, 374]
ads-left — [808, 665, 1056, 1758]
signature: AGIRE'TAR TOMA. — [1436, 205, 1571, 218]
ad-name: Semillas forrajeras — [1386, 1943, 1513, 1995]
verse-line: Mendi ta zelai zuri, — [1369, 853, 1468, 867]
ad-detail: Zabaleta, 12 y 14 · T. 12-783 — DONOSTIA · Gordón'z. 5 · Tl. 11.49 — ILBAO — [1081, 717, 1305, 745]
column-5 — [1329, 48, 1571, 2310]
ad-detail: Enfermedades de la infancia · Prim, 19. · San Sebastián — [819, 1040, 1045, 1068]
column-2 — [548, 48, 796, 2272]
